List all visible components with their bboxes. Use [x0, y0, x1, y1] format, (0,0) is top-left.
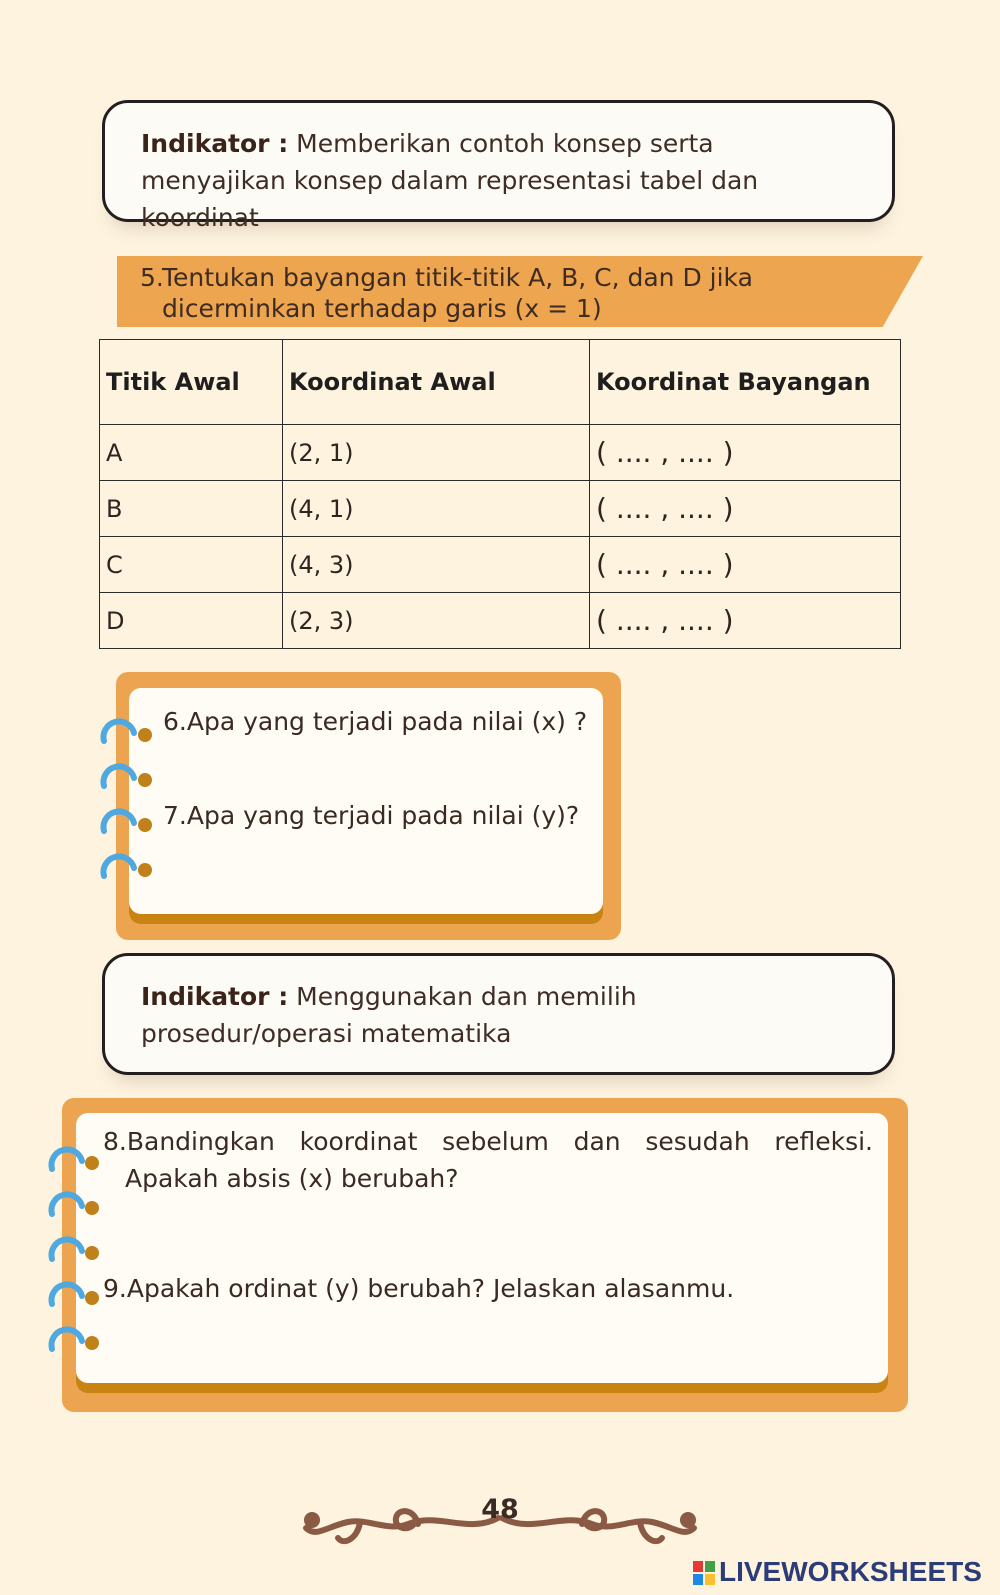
indicator-text: Memberikan contoh konsep serta menyajikan konsep dalam representasi tabel dan koordinat [141, 129, 759, 232]
spiral-ring-icon [98, 758, 138, 798]
point-cell: C [100, 537, 283, 593]
header-titik-awal: Titik Awal [100, 340, 283, 425]
spiral-ring-icon [46, 1321, 86, 1361]
question-7: 7.Apa yang terjadi pada nilai (y)? [163, 801, 580, 830]
coord-cell: (2, 3) [283, 593, 590, 649]
spiral-ring-icon [98, 848, 138, 888]
coord-cell: (4, 1) [283, 481, 590, 537]
spiral-ring-icon [98, 803, 138, 843]
spiral-ring-icon [98, 713, 138, 753]
indicator-text: Menggunakan dan memilih prosedur/operasi matematika [141, 982, 637, 1048]
question-number: 8. [103, 1127, 127, 1156]
table-row [100, 537, 901, 593]
header-koordinat-bayangan: Koordinat Bayangan [590, 340, 901, 425]
table-row [100, 425, 901, 481]
answer-field[interactable]: ( .... , .... ) [590, 593, 901, 649]
table-header-row [100, 340, 901, 425]
indicator-box-1 [102, 100, 895, 232]
answer-field[interactable]: ( .... , .... ) [590, 425, 901, 481]
question-8-line2: Apakah absis (x) berubah? [125, 1164, 459, 1193]
header-koordinat-awal: Koordinat Awal [283, 340, 590, 425]
ring-holes [136, 727, 156, 887]
brand-name[interactable]: LIVEWORKSHEETS [719, 1556, 982, 1587]
coord-cell: (2, 1) [283, 425, 590, 481]
point-cell: B [100, 481, 283, 537]
question-9: 9.Apakah ordinat (y) berubah? Jelaskan alasanmu. [103, 1274, 735, 1303]
question-8 [103, 1123, 873, 1197]
spiral-ring-icon [46, 1186, 86, 1226]
spiral-ring-icon [46, 1276, 86, 1316]
spiral-ring-icon [46, 1141, 86, 1181]
indicator-box-2 [102, 953, 895, 1075]
question-8-line1: Bandingkan koordinat sebelum dan sesudah refleksi. [126, 1127, 873, 1156]
question-6: 6.Apa yang terjadi pada nilai (x) ? [163, 707, 588, 736]
table-row [100, 481, 901, 537]
coordinate-table [99, 339, 901, 649]
question-number: 5. [140, 263, 164, 292]
indicator-label: Indikator : [141, 129, 289, 158]
answer-field[interactable]: ( .... , .... ) [590, 537, 901, 593]
point-cell: A [100, 425, 283, 481]
question-5-line1: Tentukan bayangan titik-titik A, B, C, dan D jika [162, 263, 753, 292]
table-row [100, 593, 901, 649]
page-number: 48 [481, 1494, 519, 1525]
spiral-ring-icon [46, 1231, 86, 1271]
ring-holes [83, 1155, 103, 1355]
question-5-line2: dicerminkan terhadap garis (x = 1) [162, 294, 602, 323]
point-cell: D [100, 593, 283, 649]
question-5 [140, 262, 840, 324]
liveworksheets-logo-icon [693, 1561, 715, 1585]
answer-field[interactable]: ( .... , .... ) [590, 481, 901, 537]
coord-cell: (4, 3) [283, 537, 590, 593]
indicator-label: Indikator : [141, 982, 289, 1011]
